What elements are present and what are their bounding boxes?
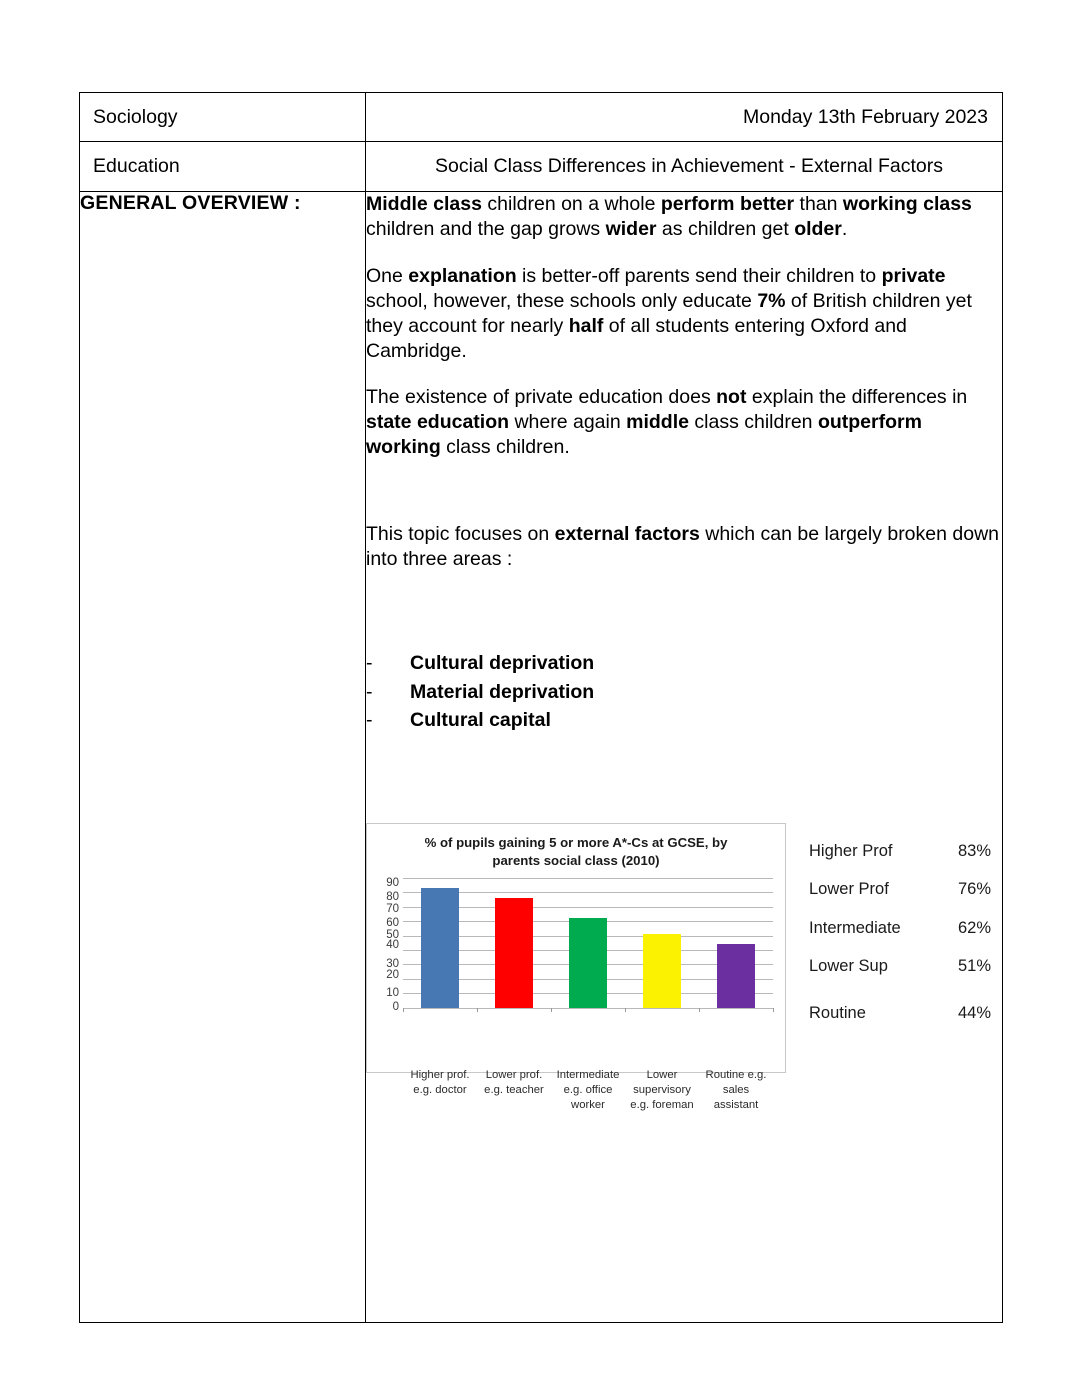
- emphasis-text: wider: [605, 217, 657, 240]
- y-axis-tick: 60: [386, 916, 399, 929]
- legend-label: Routine: [809, 1003, 866, 1022]
- body-text: which can be largely broken down into three areas :: [366, 523, 1000, 571]
- y-axis-tick: 70: [386, 902, 399, 915]
- bar: [495, 898, 533, 1008]
- emphasis-text: external factors: [554, 523, 700, 546]
- legend-value: 44%: [957, 1003, 991, 1022]
- body-text: where again: [509, 411, 627, 434]
- chart-title-line-2: parents social class (2010): [492, 852, 660, 868]
- axis-tick: [551, 1008, 552, 1012]
- topic-cell: [80, 142, 366, 191]
- y-axis-tick: 50: [386, 928, 399, 941]
- emphasis-text: private: [881, 264, 946, 287]
- body-text: One: [366, 264, 409, 287]
- bullet-marker: -: [366, 709, 373, 732]
- x-axis-tick-label-line: supervisory: [633, 1083, 691, 1096]
- paragraph-list: [366, 192, 1002, 572]
- body-text: class children: [688, 411, 818, 434]
- topic-text: Education: [93, 155, 180, 178]
- paragraph: [366, 522, 1002, 572]
- overview-heading-cell: [80, 191, 366, 1322]
- emphasis-text: outperform: [817, 411, 922, 434]
- legend-row: [809, 1005, 991, 1022]
- date-cell: [366, 93, 1003, 142]
- body-text: is better-off parents send their children to: [516, 264, 882, 287]
- chart-title: [367, 824, 785, 870]
- body-text: of British children yet they account for nearly: [366, 289, 972, 337]
- body-text: as children get: [656, 217, 795, 240]
- emphasis-text: working: [366, 436, 441, 459]
- date-text: Monday 13th February 2023: [743, 106, 988, 128]
- bar: [643, 934, 681, 1008]
- emphasis-text: 7%: [757, 289, 786, 312]
- table-row-content: [80, 191, 1003, 1322]
- emphasis-text: middle: [626, 411, 689, 434]
- axis-tick: [477, 1008, 478, 1012]
- bullet-marker: -: [366, 652, 373, 675]
- paragraph: [366, 264, 1002, 364]
- x-axis-tick-label-line: e.g. foreman: [630, 1098, 694, 1111]
- bar: [569, 918, 607, 1008]
- y-axis-tick: 20: [386, 968, 399, 981]
- body-text: .: [841, 217, 848, 240]
- x-axis-tick-label-line: Lower prof.: [485, 1068, 543, 1081]
- y-axis-tick: 40: [386, 938, 399, 951]
- legend-label: Lower Prof: [809, 880, 889, 899]
- table-row-topic-title: [80, 142, 1003, 191]
- x-axis-tick-label-line: Routine e.g.: [705, 1068, 767, 1081]
- axis-tick: [403, 1008, 404, 1012]
- x-axis-tick-label-line: e.g. office: [563, 1083, 613, 1096]
- x-axis-tick-label-line: worker: [571, 1098, 605, 1111]
- legend-value: 83%: [957, 841, 991, 860]
- x-axis-tick-label-line: e.g. teacher: [484, 1083, 544, 1096]
- body-text: class children.: [440, 436, 570, 459]
- body-text: of all students entering Oxford and Cambridge.: [366, 314, 907, 362]
- subject-cell: [80, 93, 366, 142]
- legend-value: 51%: [957, 957, 991, 976]
- x-axis-tick-label-line: Lower: [646, 1068, 678, 1081]
- emphasis-text: not: [716, 386, 747, 409]
- emphasis-text: Middle class: [366, 192, 482, 215]
- x-axis-tick-label-line: e.g. doctor: [413, 1083, 467, 1096]
- chart-plot-area: [367, 876, 785, 1111]
- emphasis-text: perform better: [660, 192, 795, 215]
- bar: [421, 888, 459, 1008]
- page-title: GENERAL OVERVIEW :: [80, 191, 301, 214]
- table-row-subject-date: [80, 93, 1003, 142]
- axis-tick: [699, 1008, 700, 1012]
- x-axis-tick-label-line: Higher prof.: [410, 1068, 470, 1081]
- paragraph: [366, 192, 1002, 242]
- bar: [717, 944, 755, 1008]
- x-axis-tick-label-line: sales assistant: [713, 1083, 759, 1111]
- subject-text: Sociology: [93, 106, 178, 128]
- lesson-title-cell: [366, 142, 1003, 191]
- emphasis-text: older: [794, 217, 842, 240]
- x-axis-tick-label-line: Intermediate: [556, 1068, 620, 1081]
- legend-label: Lower Sup: [809, 957, 888, 976]
- legend-value: 76%: [957, 880, 991, 899]
- body-text: This topic focuses on: [366, 523, 555, 546]
- list-item-label: Cultural deprivation: [410, 652, 595, 675]
- list-item-label: Material deprivation: [410, 680, 595, 703]
- body-text: The existence of private education does: [366, 386, 717, 409]
- emphasis-text: working class: [842, 192, 972, 215]
- emphasis-text: half: [568, 314, 604, 337]
- legend-row: [809, 881, 991, 898]
- paragraph: [366, 385, 1002, 460]
- y-axis-tick: 80: [386, 890, 399, 903]
- body-text: school, however, these schools only educate: [366, 289, 758, 312]
- y-axis-tick: 0: [392, 1000, 399, 1013]
- chart-grid: [403, 878, 773, 1009]
- legend-row: [809, 920, 991, 937]
- x-axis-labels: [403, 1068, 773, 1113]
- x-axis-tick-label: [403, 1068, 477, 1113]
- y-axis-labels: [373, 876, 399, 1013]
- legend-label: Higher Prof: [809, 841, 893, 860]
- body-text: children and the gap grows: [366, 217, 606, 240]
- bullet-marker: -: [366, 680, 373, 703]
- body-text: than: [794, 192, 843, 215]
- emphasis-text: explanation: [408, 264, 517, 287]
- list-item-label: Cultural capital: [410, 709, 551, 732]
- x-axis-tick-label: [551, 1068, 625, 1113]
- legend-value: 62%: [957, 918, 991, 937]
- lesson-title-text: Social Class Differences in Achievement - External Factors: [435, 155, 943, 178]
- emphasis-text: state education: [366, 411, 510, 434]
- gridline: [403, 1008, 773, 1009]
- axis-tick: [625, 1008, 626, 1012]
- y-axis-tick: 90: [386, 876, 399, 889]
- chart-legend-table: [809, 843, 991, 1044]
- legend-row: [809, 958, 991, 975]
- chart-title-line-1: % of pupils gaining 5 or more A*-Cs at GCSE, by: [424, 834, 728, 850]
- axis-tick: [773, 1008, 774, 1012]
- x-axis-tick-label: [699, 1068, 773, 1113]
- content-cell: [366, 191, 1003, 1322]
- x-axis-tick-label: [625, 1068, 699, 1113]
- list-item: [366, 680, 1002, 703]
- body-text: children on a whole: [481, 192, 661, 215]
- legend-label: Intermediate: [809, 918, 901, 937]
- y-axis-tick: 10: [386, 986, 399, 999]
- chart-figure: [366, 823, 991, 1111]
- bar-chart: [366, 823, 786, 1111]
- external-factors-list: [366, 654, 1002, 731]
- lesson-notes-table: [79, 92, 1003, 1323]
- x-axis-tick-label: [477, 1068, 551, 1113]
- list-item: [366, 654, 1002, 674]
- legend-row: [809, 843, 991, 860]
- y-axis-tick: 30: [386, 957, 399, 970]
- body-text: explain the differences in: [746, 386, 968, 409]
- list-item: [366, 711, 1002, 731]
- bar-group: [403, 878, 773, 1008]
